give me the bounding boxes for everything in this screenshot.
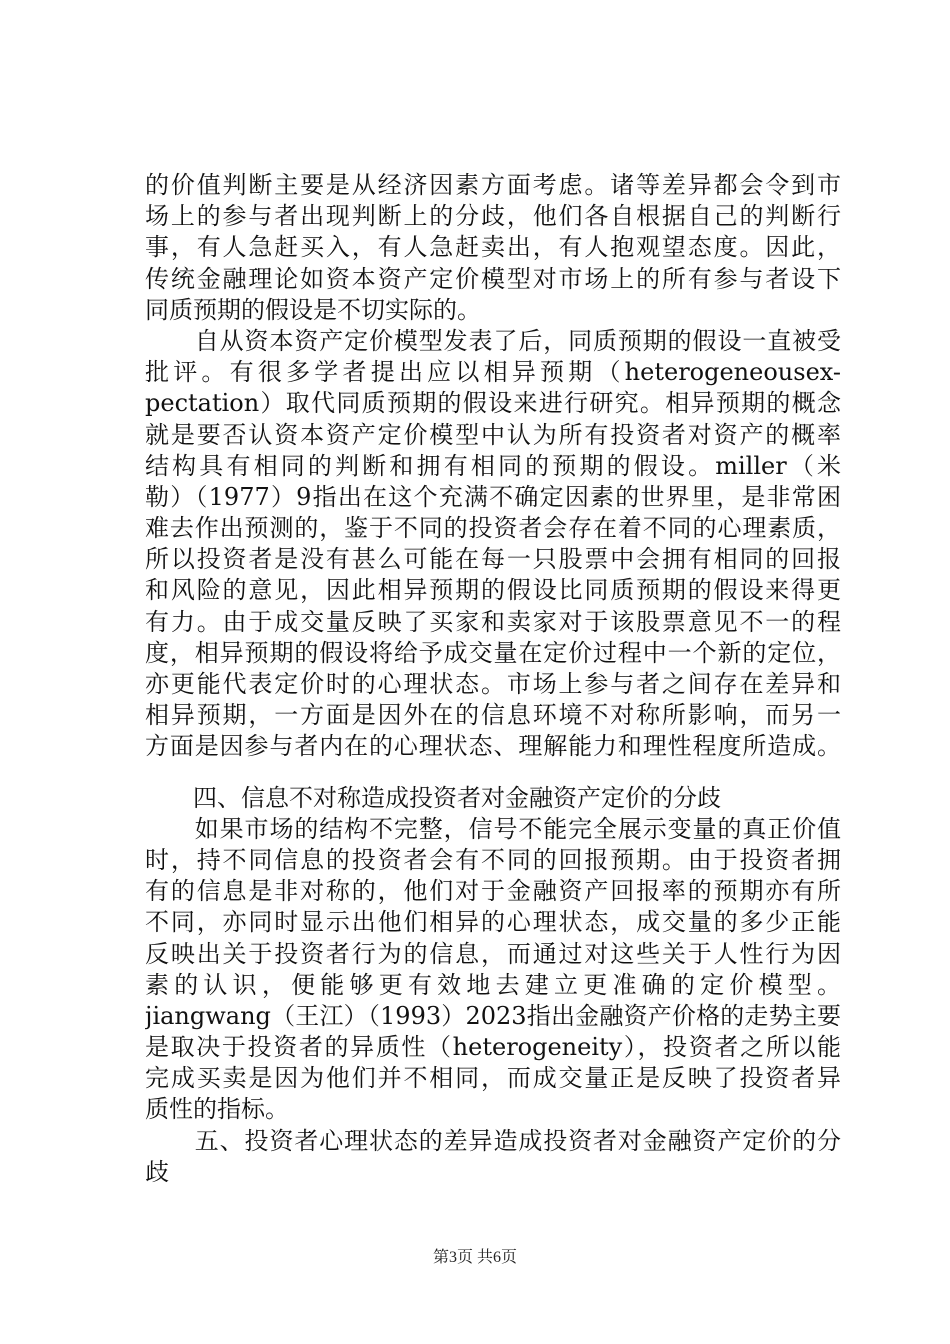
text-line: 结构具有相同的判断和拥有相同的预期的假设。miller（米: [145, 451, 841, 480]
text-line: 质性的指标。: [145, 1095, 289, 1124]
text-line: jiangwang（王江）（1993）2023指出金融资产价格的走势主要: [145, 1001, 841, 1030]
text-line: 歧: [145, 1157, 169, 1186]
page-footer: 第3页 共6页: [432, 1249, 517, 1266]
text-line: 是取决于投资者的异质性（heterogeneity），投资者之所以能: [145, 1033, 841, 1062]
text-line: 同质预期的假设是不切实际的。: [145, 295, 481, 324]
text-line: 所以投资者是没有甚么可能在每一只股票中会拥有相同的回报: [145, 545, 841, 574]
text-line: 勒）（1977）9指出在这个充满不确定因素的世界里，是非常困: [145, 482, 841, 511]
text-line: 有的信息是非对称的，他们对于金融资产回报率的预期亦有所: [145, 877, 841, 906]
text-line: 事，有人急赶买入，有人急赶卖出，有人抱观望态度。因此，: [145, 233, 841, 262]
text-line: 完成买卖是因为他们并不相同，而成交量正是反映了投资者异: [145, 1064, 841, 1093]
text-line: 度，相异预期的假设将给予成交量在定价过程中一个新的定位，: [145, 638, 841, 667]
text-line: 和风险的意见，因此相异预期的假设比同质预期的假设来得更: [145, 576, 841, 605]
section-heading-4: 四、信息不对称造成投资者对金融资产定价的分歧: [145, 783, 721, 812]
text-line: 如果市场的结构不完整，信号不能完全展示变量的真正价值: [145, 814, 841, 843]
paragraph-1: [145, 170, 841, 326]
text-line: 传统金融理论如资本资产定价模型对市场上的所有参与者设下: [145, 264, 841, 293]
text-line: 批评。有很多学者提出应以相异预期（heterogeneousex-: [145, 358, 841, 387]
text-line: pectation）取代同质预期的假设来进行研究。相异预期的概念: [145, 389, 841, 418]
text-line: 的价值判断主要是从经济因素方面考虑。诸等差异都会令到市: [145, 171, 841, 199]
text-line: 场上的参与者出现判断上的分歧，他们各自根据自己的判断行: [145, 202, 841, 231]
text-line: 素的认识，便能够更有效地去建立更准确的定价模型。: [145, 970, 841, 999]
text-line: 五、投资者心理状态的差异造成投资者对金融资产定价的分: [145, 1126, 841, 1155]
paragraph-2: [145, 326, 841, 763]
text-line: 有力。由于成交量反映了买家和卖家对于该股票意见不一的程: [145, 607, 841, 636]
text-line: 方面是因参与者内在的心理状态、理解能力和理性程度所造成。: [145, 732, 841, 761]
text-line: 相异预期，一方面是因外在的信息环境不对称所影响，而另一: [145, 701, 841, 730]
text-line: 自从资本资产定价模型发表了后，同质预期的假设一直被受: [145, 326, 841, 355]
text-line: 难去作出预测的，鉴于不同的投资者会存在着不同的心理素质，: [145, 514, 841, 543]
text-line: 就是要否认资本资产定价模型中认为所有投资者对资产的概率: [145, 420, 841, 449]
text-line: 反映出关于投资者行为的信息，而通过对这些关于人性行为因: [145, 939, 841, 968]
document-page: [145, 170, 841, 1188]
paragraph-3: [145, 814, 841, 1126]
section-heading-5: [145, 1126, 841, 1188]
text-line: 时，持不同信息的投资者会有不同的回报预期。由于投资者拥: [145, 845, 841, 874]
text-line: 不同，亦同时显示出他们相异的心理状态，成交量的多少正能: [145, 908, 841, 937]
text-line: 亦更能代表定价时的心理状态。市场上参与者之间存在差异和: [145, 670, 841, 698]
